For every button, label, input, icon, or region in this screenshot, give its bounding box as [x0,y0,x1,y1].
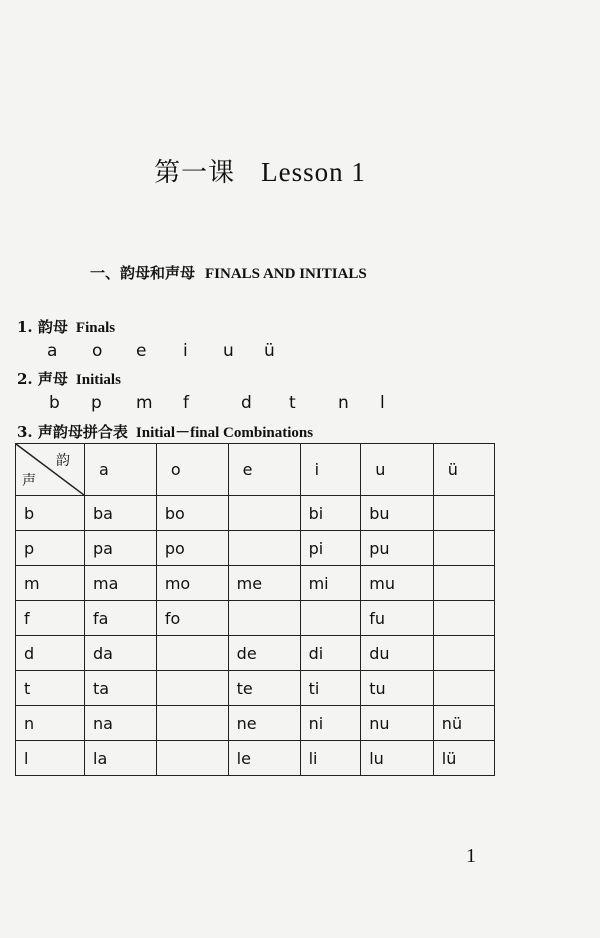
table-row [16,601,495,636]
lesson-title-cn: 第一课 [154,158,236,188]
initials-heading [17,368,121,389]
final-letter: i [183,341,188,361]
finals-number: 1. [17,318,33,336]
row-initial: t [16,671,85,706]
syllable-cell: bu [361,496,434,531]
column-header: a [85,444,157,496]
syllable-cell [433,496,494,531]
syllable-cell [156,741,228,776]
initial-letter: m [136,393,153,413]
combinations-heading-cn: 声韵母拼合表 [37,423,128,441]
initial-letter: n [338,393,349,413]
final-letter: ü [264,341,275,361]
table-row [16,531,495,566]
finals-heading-cn: 韵母 [37,318,68,336]
combination-table [15,443,495,776]
syllable-cell: fu [361,601,434,636]
syllable-cell: pa [85,531,157,566]
syllable-cell: le [228,741,300,776]
syllable-cell: de [228,636,300,671]
syllable-cell: me [228,566,300,601]
syllable-cell: ba [85,496,157,531]
combinations-heading [17,421,313,442]
syllable-cell [228,601,300,636]
section-heading [90,262,367,283]
finals-heading-en: Finals [75,320,116,336]
syllable-cell: nü [433,706,494,741]
combinations-heading-en: Initial－final Combinations [135,425,314,441]
syllable-cell: pi [300,531,361,566]
final-letter: u [223,341,234,361]
syllable-cell: lü [433,741,494,776]
syllable-cell: li [300,741,361,776]
initial-letter: b [49,393,60,413]
syllable-cell: mo [156,566,228,601]
syllable-cell [156,636,228,671]
syllable-cell: bo [156,496,228,531]
column-header: o [156,444,228,496]
table-row [16,671,495,706]
syllable-cell: ma [85,566,157,601]
table-row [16,496,495,531]
syllable-cell [433,636,494,671]
corner-label-initials: 声 [22,473,36,489]
table-header-row [16,444,495,496]
row-initial: f [16,601,85,636]
final-letter: e [136,341,147,361]
table-row [16,636,495,671]
syllable-cell: ni [300,706,361,741]
syllable-cell: di [300,636,361,671]
initial-letter: d [241,393,252,413]
page-number: 1 [466,845,476,867]
syllable-cell [228,496,300,531]
column-header: ü [433,444,494,496]
column-header: i [300,444,361,496]
table-row [16,566,495,601]
lesson-title [0,152,520,189]
row-initial: l [16,741,85,776]
syllable-cell: nu [361,706,434,741]
row-initial: d [16,636,85,671]
syllable-cell: du [361,636,434,671]
syllable-cell [433,601,494,636]
corner-label-finals: 韵 [56,453,70,469]
syllable-cell: mu [361,566,434,601]
initials-heading-cn: 声母 [37,370,68,388]
syllable-cell [156,706,228,741]
syllable-cell: pu [361,531,434,566]
row-initial: n [16,706,85,741]
final-letter: o [92,341,103,361]
syllable-cell: tu [361,671,434,706]
syllable-cell: fo [156,601,228,636]
initials-number: 2. [17,370,33,388]
syllable-cell: te [228,671,300,706]
final-letter: a [47,341,58,361]
syllable-cell: fa [85,601,157,636]
initial-letter: t [289,393,296,413]
syllable-cell: na [85,706,157,741]
row-initial: p [16,531,85,566]
table-row [16,706,495,741]
syllable-cell: da [85,636,157,671]
initial-letter: f [183,393,189,413]
lesson-title-en: Lesson 1 [261,157,366,187]
initial-letter: p [91,393,102,413]
initials-heading-en: Initials [75,372,121,388]
syllable-cell [300,601,361,636]
syllable-cell [433,531,494,566]
syllable-cell: po [156,531,228,566]
row-initial: b [16,496,85,531]
table-row [16,741,495,776]
column-header: u [361,444,434,496]
syllable-cell [228,531,300,566]
syllable-cell: ne [228,706,300,741]
syllable-cell: la [85,741,157,776]
initial-letter: l [380,393,385,413]
column-header: e [228,444,300,496]
syllable-cell: ti [300,671,361,706]
section-heading-cn: 一、韵母和声母 [90,264,196,282]
syllable-cell: bi [300,496,361,531]
section-heading-en: FINALS AND INITIALS [205,266,367,282]
syllable-cell [433,566,494,601]
syllable-cell: mi [300,566,361,601]
finals-heading [17,316,115,337]
syllable-cell: lu [361,741,434,776]
syllable-cell: ta [85,671,157,706]
syllable-cell [156,671,228,706]
table-corner-cell [16,444,85,496]
syllable-cell [433,671,494,706]
combinations-number: 3. [17,423,33,441]
row-initial: m [16,566,85,601]
